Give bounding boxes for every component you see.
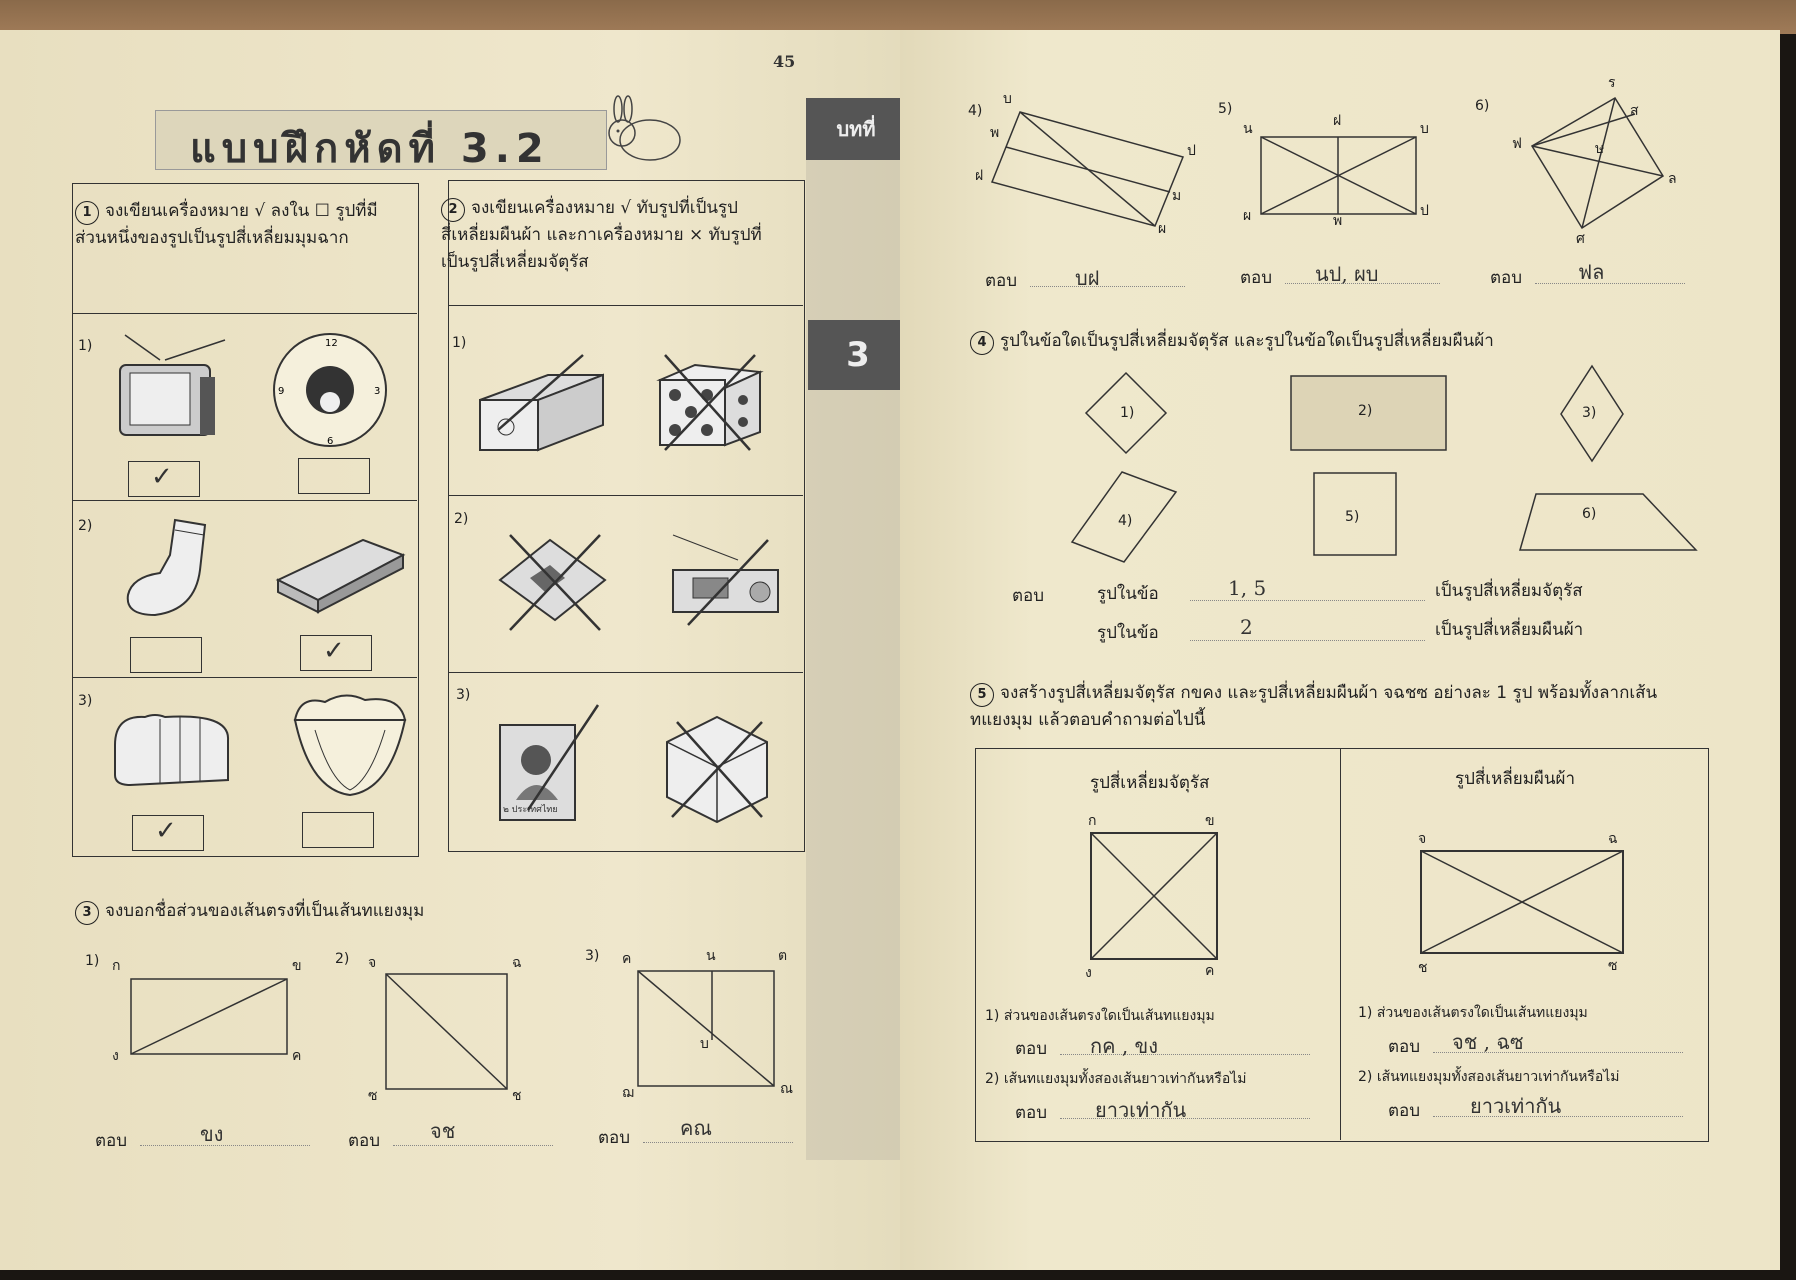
ex3-figure-3 [637, 970, 777, 1088]
ex3-v: ซ [368, 1088, 378, 1104]
ex3-v: ค [622, 951, 632, 967]
ex5-answer-label: ตอบ [1015, 1039, 1048, 1059]
ex4-label: 6) [1582, 506, 1597, 522]
chapter-strip [806, 160, 906, 1160]
ex4-answer-label: ตอบ [1012, 586, 1045, 606]
ex1-row-divider [72, 500, 417, 501]
ex1-number: 1 [75, 201, 99, 225]
ex5-v: ฉ [1608, 831, 1618, 847]
ex3-v: ข [292, 958, 302, 974]
svg-text:6: 6 [327, 436, 334, 447]
ex5-left-a1[interactable]: กค , ขง [1090, 1034, 1158, 1058]
ex3-answer-label: ตอบ [348, 1131, 381, 1151]
ex4-label: 4) [1118, 513, 1133, 529]
pencil-box-icon [273, 530, 408, 615]
top-v: บ [1003, 91, 1012, 107]
top-v: ผ [1243, 208, 1252, 224]
ex3-answer-1[interactable]: ขง [200, 1122, 224, 1146]
ex5-square [1090, 832, 1220, 962]
left-page-number: 45 [773, 52, 796, 71]
top-v: ล [1668, 171, 1677, 187]
ex5-left-heading: รูปสี่เหลี่ยมจัตุรัส [1090, 773, 1210, 793]
ex3-figure-2 [385, 973, 510, 1091]
ex3-v: น [706, 948, 716, 964]
ex4-label: 1) [1120, 405, 1135, 421]
ex1-row1-left-box[interactable]: ✓ [128, 461, 200, 497]
top-v: ม [1172, 188, 1182, 204]
top-v: ส [1630, 103, 1639, 119]
ex5-v: ค [1205, 963, 1215, 979]
stamp-text: ๒ ประเทศไทย [503, 805, 558, 815]
ex2-row-divider [448, 495, 803, 496]
ex5-left-q1: 1) ส่วนของเส้นตรงใดเป็นเส้นทแยงมุม [985, 1008, 1215, 1024]
ex3-v: ช [512, 1088, 522, 1104]
ex4-row2-answer[interactable]: 2 [1240, 615, 1253, 639]
top-item6-label: 6) [1475, 98, 1490, 114]
ex1-row-divider [72, 677, 417, 678]
page-title: แบบฝึกหัดที่ 3.2 [190, 126, 550, 172]
top-figure-5 [1260, 136, 1418, 216]
top-answer-4[interactable]: บฝ [1075, 266, 1100, 290]
ex1-row3-left-box[interactable]: ✓ [132, 815, 204, 851]
ex3-instruction: 3 จงบอกชื่อส่วนของเส้นตรงที่เป็นเส้นทแยงมุม [75, 898, 424, 925]
ex4-label: 5) [1345, 509, 1360, 525]
ex2-row1-label: 1) [452, 335, 467, 351]
top-figure-6 [1530, 96, 1665, 231]
top-v: ศ [1576, 231, 1585, 247]
ex4-row1-line [1190, 600, 1425, 601]
ex1-row2-label: 2) [78, 518, 93, 534]
tv-icon [115, 335, 225, 445]
ex3-v: ฌ [622, 1085, 634, 1101]
top-answer-label: ตอบ [1490, 268, 1523, 288]
radio-with-check [668, 530, 783, 630]
ex3-v: ก [112, 958, 121, 974]
rabbit-icon [600, 95, 695, 165]
ex5-v: ก [1088, 813, 1097, 829]
ex5-right-heading: รูปสี่เหลี่ยมผืนผ้า [1455, 769, 1575, 789]
ex5-right-q1: 1) ส่วนของเส้นตรงใดเป็นเส้นทแยงมุม [1358, 1005, 1588, 1021]
ex2-row3-label: 3) [456, 687, 471, 703]
ex4-instruction: 4 รูปในข้อใดเป็นรูปสี่เหลี่ยมจัตุรัส และรูปในข้อใดเป็นรูปสี่เหลี่ยมผืนผ้า [970, 328, 1494, 355]
ex3-v: ต [778, 948, 788, 964]
top-answer-label: ตอบ [985, 271, 1018, 291]
ex5-v: ง [1085, 965, 1092, 981]
ex3-item2-label: 2) [335, 951, 350, 967]
ex5-right-q2: 2) เส้นทแยงมุมทั้งสองเส้นยาวเท่ากันหรือไม่ [1358, 1069, 1620, 1085]
top-v: บ [1420, 121, 1429, 137]
ex1-row3-label: 3) [78, 693, 93, 709]
ex5-left-q2: 2) เส้นทแยงมุมทั้งสองเส้นยาวเท่ากันหรือไม่ [985, 1071, 1247, 1087]
top-v: ผ [1158, 221, 1167, 237]
svg-text:3: 3 [374, 386, 381, 397]
ex1-row3-right-box[interactable] [302, 812, 374, 848]
top-v: ร [1608, 75, 1616, 91]
top-v: ฝ [1333, 113, 1342, 129]
top-v: น [1243, 121, 1253, 137]
top-answer-line [1535, 283, 1685, 284]
ex1-instruction: 1 จงเขียนเครื่องหมาย √ ลงใน ☐ รูปที่มีส่วนหนึ่งของรูปเป็นรูปสี่เหลี่ยมมุมฉาก [75, 201, 378, 249]
chapter-tab: บทที่ [806, 98, 906, 160]
ex5-v: จ [1418, 831, 1427, 847]
top-answer-label: ตอบ [1240, 268, 1273, 288]
top-v: ฝ [975, 168, 984, 184]
ex3-answer-line [140, 1145, 310, 1146]
ex5-right-a1[interactable]: จช , ฉซ [1452, 1030, 1524, 1054]
ex1-row2-left-box[interactable] [130, 637, 202, 673]
ex1-row1-right-box[interactable] [298, 458, 370, 494]
book-edge [0, 0, 1796, 34]
top-answer-line [1030, 286, 1185, 287]
ex4-number: 4 [970, 331, 994, 355]
chapter-number: 3 [808, 320, 908, 390]
top-v: ฟ [1512, 136, 1522, 152]
ex3-answer-label: ตอบ [598, 1128, 631, 1148]
ex4-label: 3) [1582, 405, 1597, 421]
clock-icon [270, 330, 390, 450]
ex5-instruction: 5 จงสร้างรูปสี่เหลี่ยมจัตุรัส กขคง และรูปสี่เหลี่ยมผืนผ้า จฉชซ อย่างละ 1 รูป พร้อมทั้งลากเส้นทแยงมุม แล้วตอบคำถามต่อไปนี้ [970, 683, 1658, 731]
ex3-v: จ [368, 955, 377, 971]
top-item5-label: 5) [1218, 101, 1233, 117]
top-item4-label: 4) [968, 103, 983, 119]
bread-icon [110, 705, 235, 795]
ex3-item1-label: 1) [85, 953, 100, 969]
ex5-v: ช [1418, 960, 1428, 976]
ex3-v: ณ [780, 1081, 793, 1097]
ex3-answer-line [393, 1145, 553, 1146]
ex3-number: 3 [75, 901, 99, 925]
ex4-row1-answer[interactable]: 1, 5 [1228, 576, 1267, 600]
ex5-v: ซ [1608, 958, 1618, 974]
ex5-rectangle [1420, 850, 1625, 955]
ex3-answer-line [643, 1142, 793, 1143]
ex4-row1-prefix: รูปในข้อ [1097, 584, 1159, 604]
top-v: พ [990, 125, 1000, 141]
top-answer-5[interactable]: นป, ผบ [1315, 262, 1379, 286]
ex2-number: 2 [441, 198, 465, 222]
ex2-row2-label: 2) [454, 511, 469, 527]
ex4-row2-suffix: เป็นรูปสี่เหลี่ยมผืนผ้า [1435, 620, 1584, 640]
ex4-row2-line [1190, 640, 1425, 641]
ex4-label: 2) [1358, 403, 1373, 419]
book-with-cross [495, 530, 610, 630]
top-v: พ [1333, 213, 1343, 229]
dice-with-cross [655, 350, 765, 455]
ex2-instruction: 2 จงเขียนเครื่องหมาย √ ทับรูปที่เป็นรูปสี่เหลี่ยมผืนผ้า และกาเครื่องหมาย × ทับรูปที่เป็นรูปสี่เหลี่ยมจัตุรัส [441, 198, 762, 273]
ex5-answer-label: ตอบ [1388, 1037, 1421, 1057]
top-v: ป [1187, 143, 1196, 159]
ex5-divider [1340, 748, 1341, 1140]
ex4-row1-suffix: เป็นรูปสี่เหลี่ยมจัตุรัส [1435, 581, 1583, 601]
cube-with-cross [662, 712, 772, 827]
ex5-v: ข [1205, 813, 1215, 829]
ex3-v: ง [112, 1048, 119, 1064]
ex3-answer-label: ตอบ [95, 1131, 128, 1151]
ex3-v: บ [700, 1036, 709, 1052]
ex3-v: ฉ [512, 955, 522, 971]
ex4-row2-prefix: รูปในข้อ [1097, 623, 1159, 643]
svg-text:12: 12 [325, 338, 338, 349]
top-figure-4 [990, 110, 1185, 228]
ex5-answer-label: ตอบ [1388, 1101, 1421, 1121]
ex5-left-a2[interactable]: ยาวเท่ากัน [1095, 1098, 1187, 1122]
ex5-answer-label: ตอบ [1015, 1103, 1048, 1123]
ex3-answer-3[interactable]: คณ [680, 1116, 712, 1140]
ex1-row2-right-box[interactable]: ✓ [300, 635, 372, 671]
ex1-row1-label: 1) [78, 338, 93, 354]
ex5-right-a2[interactable]: ยาวเท่ากัน [1470, 1094, 1562, 1118]
top-answer-6[interactable]: ฟล [1578, 260, 1605, 284]
rice-bowl-icon [290, 690, 410, 800]
ex4-shape-6 [1518, 492, 1698, 552]
svg-text:9: 9 [278, 386, 285, 397]
ex2-row-divider [448, 672, 803, 673]
ex3-figure-1 [130, 978, 290, 1056]
ex3-v: ค [292, 1048, 302, 1064]
top-v: ษ [1595, 141, 1605, 157]
ex3-item3-label: 3) [585, 948, 600, 964]
box-with-check [478, 355, 608, 455]
ex3-answer-2[interactable]: จช [430, 1119, 456, 1143]
sock-icon [120, 515, 220, 620]
top-v: ป [1420, 203, 1429, 219]
ex5-number: 5 [970, 683, 994, 707]
